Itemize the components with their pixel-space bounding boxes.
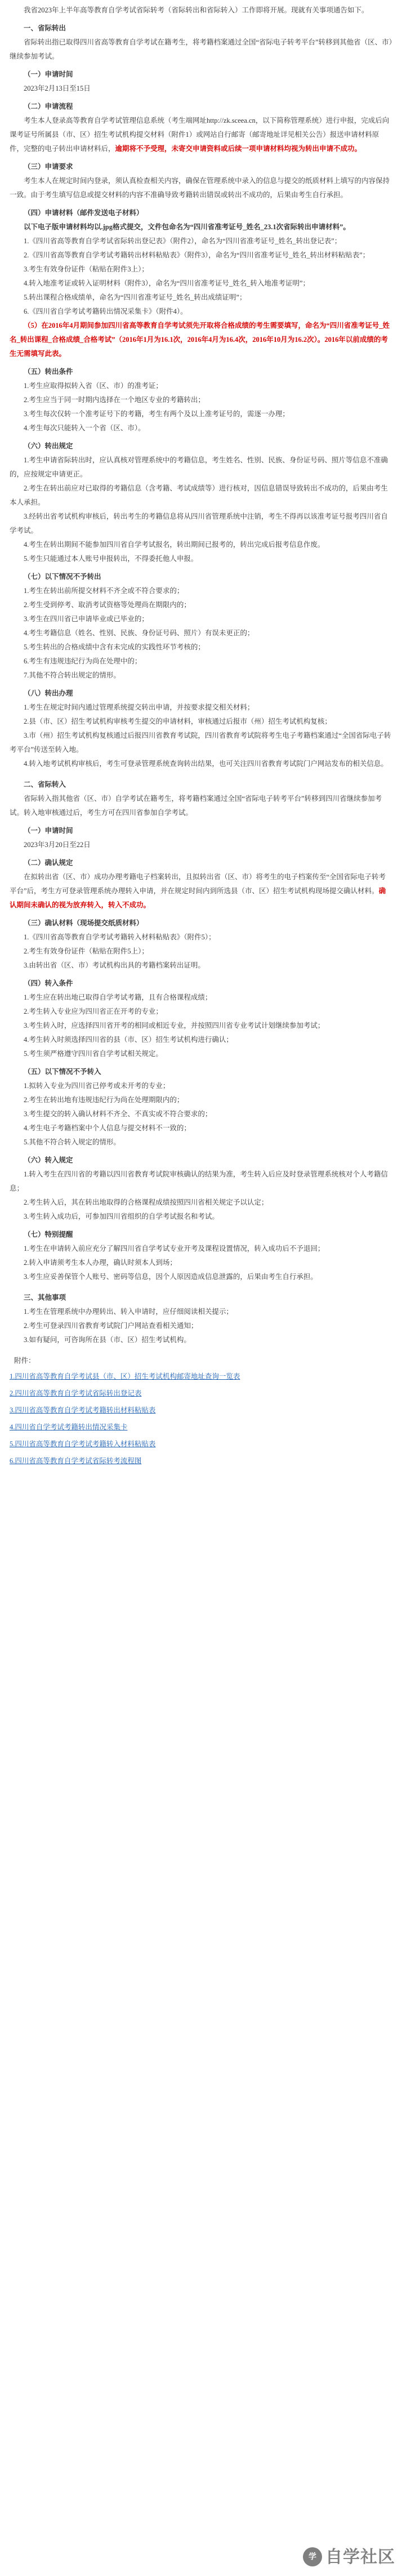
s1-p4-line: 5.转出课程合格成绩单，命名为“四川省准考证号_姓名_转出成绩证明”； [24,293,247,301]
s1-p8-list [10,701,392,771]
s2-p2-text [10,870,392,912]
s1-p8-line: 2.县（市、区）招生考试机构审核考生提交的申请材料，审核通过后报市（州）招生考试机构复核； [24,717,332,725]
s1-p1-heading: （一）申请时间 [24,70,73,78]
s1-p4-warning: （5）在2016年4月期间参加四川省高等教育自学考试须先开取将合格成绩的考生需要填写，命名为“四川省准考证号_姓名_转出课程_合格成绩_合格考试”（2016年1月为16.1次，2016年4月为16.4次，2016年10月为16.2次）。2016年以前成绩的考生无需填写此表。 [10,322,390,358]
s1-p5-line: 2.考生应当于同一时期内选择在一个地区专业的考籍转出； [24,396,205,404]
s1-p6-line: 1.考生申请省际转出时，应认真核对管理系统中的考籍信息，考生姓名、性别、民族、身份证号码、照片等信息不准确的，应按规定申请更正。 [10,456,388,478]
s1-p5-line: 3.考生每次仅转一个准考证号下的考籍，考生有两个及以上准考证号的，需逐一办理； [24,410,289,418]
s2-p3-list [10,930,392,973]
s1-p4-line: 2.《四川省高等教育自学考试考籍转出材料粘贴表》（附件3），命名为“四川省准考证号_姓名_转出材料粘贴表”； [24,251,370,259]
watermark-text: 自学社区 [325,2547,395,2567]
s1-p5-list [10,379,392,435]
s2-p7-heading: （七）特别提醒 [24,1231,73,1238]
s1-p4-line: 1.《四川省高等教育自学考试省际转出登记表》（附件2），命名为“四川省准考证号_姓名_转出登记表”； [24,237,342,245]
s1-p2-text [10,114,392,156]
s1-p7-line: 1.考生在转出前所提交材料不齐全或不符合要求的； [24,587,184,595]
s2-p4-line: 5.考生须严格遵守四川省自学考试相关规定。 [24,1050,163,1058]
s1-p6-line: 3.经转出省考试机构审核后，转出考生的考籍信息将从四川省管理系统中注销，考生不得再以该准考证号报考四川省自学考试。 [10,512,388,534]
s2-p5-line: 1.拟转入专业为四川省已停考或未开考的专业； [24,1082,170,1090]
attachment-list [10,1368,392,1469]
s1-p8-line: 3.市（州）招生考试机构复核通过后报四川省教育考试院，四川省教育考试院将考生电子考籍档案通过“全国省际电子转考平台”传送至转入地。 [10,732,391,754]
s1-p4-heading: （四）申请材料（邮件发送电子材料） [24,209,144,217]
s2-p4-line: 1.考生应在转出地已取得自学考试考籍，且有合格课程成绩； [24,993,212,1001]
s2-p1-text: 2023年3月20日至22日 [24,841,91,849]
s2-p1-heading: （一）申请时间 [24,827,73,835]
attachment-link[interactable]: 5.四川省高等教育自学考试考籍转入材料粘贴表 [10,1440,156,1448]
s2-p7-line: 2.转入申请须考生本人办理，确认时须本人到场； [24,1259,177,1267]
s1-p4-line: 以下电子版申请材料均以.jpg格式提交，文件包命名为“四川省准考证号_姓名_23.1次省际转出申请材料”。 [24,223,350,231]
s2-p4-line: 2.考生转入专业应为四川省正在开考的专业； [24,1008,163,1015]
s1-p8-heading: （八）转出办理 [24,689,73,697]
s1-p5-line: 4.考生每次只能转入一个省（区、市）。 [24,424,145,432]
s2-p6-line: 1.转入考生在四川省的考籍以四川省教育考试院审核确认的结果为准，考生转入后应及时登录管理系统核对个人考籍信息； [10,1170,388,1192]
s1-p4-line: 6.《四川省自学考试考籍转出情况采集卡》（附件4）。 [24,307,187,315]
s1-p6-line: 5.考生只能通过本人账号申报转出，不得委托他人申报。 [24,555,198,563]
site-watermark [303,2546,395,2568]
s1-p6-heading: （六）转出规定 [24,442,73,450]
attachment-link[interactable]: 4.四川省自学考试考籍转出情况采集卡 [10,1423,128,1431]
attachment-link[interactable]: 3.四川省高等教育自学考试考籍转出材料粘贴表 [10,1406,156,1414]
s3-line: 2.考生可登录四川省教育考试院门户网站查看相关通知； [24,1322,198,1330]
s2-p6-line: 3.考生转入成功后，可参加四川省组织的自学考试报名和考试。 [24,1213,219,1220]
s2-p4-list [10,991,392,1061]
s1-p2-heading: （二）申请流程 [24,102,73,110]
s2-p7-line: 3.考生应妥善保管个人账号、密码等信息，因个人原因造成信息泄露的，后果由考生自行承担。 [24,1273,318,1281]
s2-p3-line: 3.由转出省（区、市）考试机构出具的考籍档案转出证明。 [24,961,205,969]
s1-p1-text: 2023年2月13日至15日 [24,84,91,92]
s1-p7-line: 6.考生有违规违纪行为尚在处理中的； [24,657,142,665]
s1-p7-line: 2.考生受到停考、取消考试资格等处理尚在期限内的； [24,601,191,609]
s1-p5-line: 1.考生应取得拟转入省（区、市）的准考证； [24,382,163,390]
s2-p4-heading: （四）转入条件 [24,979,73,987]
s1-p6-line: 4.考生在转出期间不能参加四川省自学考试报名，转出期间已报考的，转出完成后报考信息作废。 [24,541,325,549]
attachments-heading: 附件： [14,1357,35,1365]
s1-p3-heading: （三）申请要求 [24,163,73,171]
s1-p7-line: 4.考生考籍信息（姓名、性别、民族、身份证号码、照片）有误未更正的； [24,629,254,637]
s3-list [10,1305,392,1347]
s2-p5-heading: （五）以下情况不予转入 [24,1068,101,1076]
s1-p7-line: 7.其他不符合转出规定的情形。 [24,671,120,679]
s2-p5-line: 3.考生提交的转入确认材料不齐全、不真实或不符合要求的； [24,1110,212,1118]
s2-p2-heading: （二）确认规定 [24,859,73,867]
s2-p3-line: 2.考生有效身份证件（粘贴在附件5上）； [24,947,149,955]
s2-p3-heading: （三）确认材料（现场提交纸质材料） [24,919,144,927]
s2-p4-line: 3.考生转入时，应选择四川省开考的相同或相近专业，并按照四川省专业考试计划继续参加考试； [24,1022,325,1029]
s1-p4-line: 3.考生有效身份证件（粘贴在附件3上）； [24,265,149,273]
attachment-link[interactable]: 1.四川省高等教育自学考试县（市、区）招生考试机构邮寄地址查询一览表 [10,1372,240,1380]
s3-line: 3.如有疑问，可咨询所在县（市、区）招生考试机构。 [24,1336,191,1344]
s1-p6-line: 2.考生在转出前应对已取得的考籍信息（含考籍、考试成绩等）进行核对，因信息错误导致转出不成功的，后果由考生本人承担。 [10,484,388,506]
s1-p2-text-warning: 逾期将不予受理，未寄交申请资料或后续一项申请材料均视为转出申请不成功。 [115,145,362,153]
s2-p5-line: 4.考生电子考籍档案中个人信息与提交材料不一致的； [24,1124,191,1132]
s2-p7-list [10,1242,392,1284]
s2-p6-list [10,1167,392,1224]
s2-p5-line: 5.其他不符合转入规定的情形。 [24,1138,120,1146]
s1-p8-line: 4.转入地考试机构审核后，考生可登录管理系统查询转出结果，也可关注四川省教育考试院门户网站发布的相关信息。 [24,760,388,768]
s1-p8-line: 1.考生在规定时间内通过管理系统提交转出申请，并按要求提交相关材料； [24,703,254,711]
s1-p4-list [10,220,392,361]
s1-p7-line: 5.考生转出的合格成绩中含有未完成的实践性环节考核的； [24,643,205,651]
s1-p7-heading: （七）以下情况不予转出 [24,573,101,581]
s1-p7-line: 3.考生在四川省已申请毕业或已毕业的； [24,615,149,623]
s2-p2-text-warning: 确认期间未确认的视为放弃转入，转入不成功。 [10,887,386,909]
s2-p6-line: 2.考生转入后，其在转出地取得的合格课程成绩按照四川省相关规定予以认定； [24,1198,269,1206]
s1-p2-text-main: 考生本人登录高等教育自学考试管理信息系统（考生端网址http://zk.sceea.cn，以下简称管理系统）进行申报，完成后向课考证号所属县（市、区）招生考试机构提交材料（附件1）或网站自行邮寄（邮寄地址详见相关公告）报送申请材料原件，完整的电子转出申请材料后， [10,117,390,153]
s2-p6-heading: （六）转入规定 [24,1156,73,1164]
s1-p5-heading: （五）转出条件 [24,368,73,376]
s3-line: 1.考生在管理系统中办理转出、转入申请时，应仔细阅读相关提示； [24,1308,233,1316]
attachment-link[interactable]: 6.四川省高等教育自学考试省际转考流程图 [10,1457,142,1465]
s2-p4-line: 4.考生转入时须选择四川省的县（市、区）招生考试机构进行确认； [24,1036,233,1044]
watermark-logo-icon: 学 [303,2547,322,2566]
intro-paragraph: 我省2023年上半年高等教育自学考试省际转考（省际转出和省际转入）工作即将开展。现就有关事项通告如下。 [24,6,369,14]
attachment-link[interactable]: 2.四川省高等教育自学考试省际转出登记表 [10,1389,142,1397]
s2-p7-line: 1.考生在申请转入前应充分了解四川省自学考试专业开考及课程设置情况，转入成功后不予退回； [24,1245,325,1253]
s1-p6-list [10,453,392,566]
s1-p7-list [10,584,392,683]
s1-p3-text: 考生本人在规定时间内登录，须认真检查相关内容，确保在管理系统中录入的信息与提交的纸质材料上填写的内容保持一致。由于考生填写信息或提交材料的内容不准确导致考籍转出错误或转出不成功的，后果由考生自行承担。 [10,177,390,199]
section-2-intro: 省际转入指其他省（区、市）自学考试在籍考生，将考籍档案通过全国“省际电子转考平台”转移到四川省继续参加考试。转入地审核通过后，考生方可在四川省参加自学考试。 [10,795,382,817]
s2-p2-text-main: 在拟转出省（区、市）成功办理考籍电子档案转出，且拟转出省（区、市）将考生的电子档案传至“全国省际电子转考平台”后，考生方可登录管理系统办理转入申请，并在规定时间内到所选县（市、区）招生考试机构现场提交确认材料。 [10,873,386,895]
section-1-intro: 省际转出指已取得四川省高等教育自学考试在籍考生，将考籍档案通过全国“省际电子转考平台”转移到其他省（区、市）继续参加考试。 [10,38,392,60]
s1-p4-line: 4.转入地准考证或转入证明材料（附件3），命名为“四川省准考证号_姓名_转入地准考证明”； [24,279,310,287]
section-3-heading: 三、其他事项 [24,1294,66,1302]
s2-p5-list [10,1079,392,1149]
section-2-heading: 二、省际转入 [24,781,66,788]
s2-p5-line: 2.考生在转出地有违规违纪行为尚在处理期限内的； [24,1096,184,1104]
s2-p3-line: 1.《四川省高等教育自学考试考籍转入材料粘贴表》（附件5）； [24,933,216,941]
section-1-heading: 一、省际转出 [24,24,66,32]
